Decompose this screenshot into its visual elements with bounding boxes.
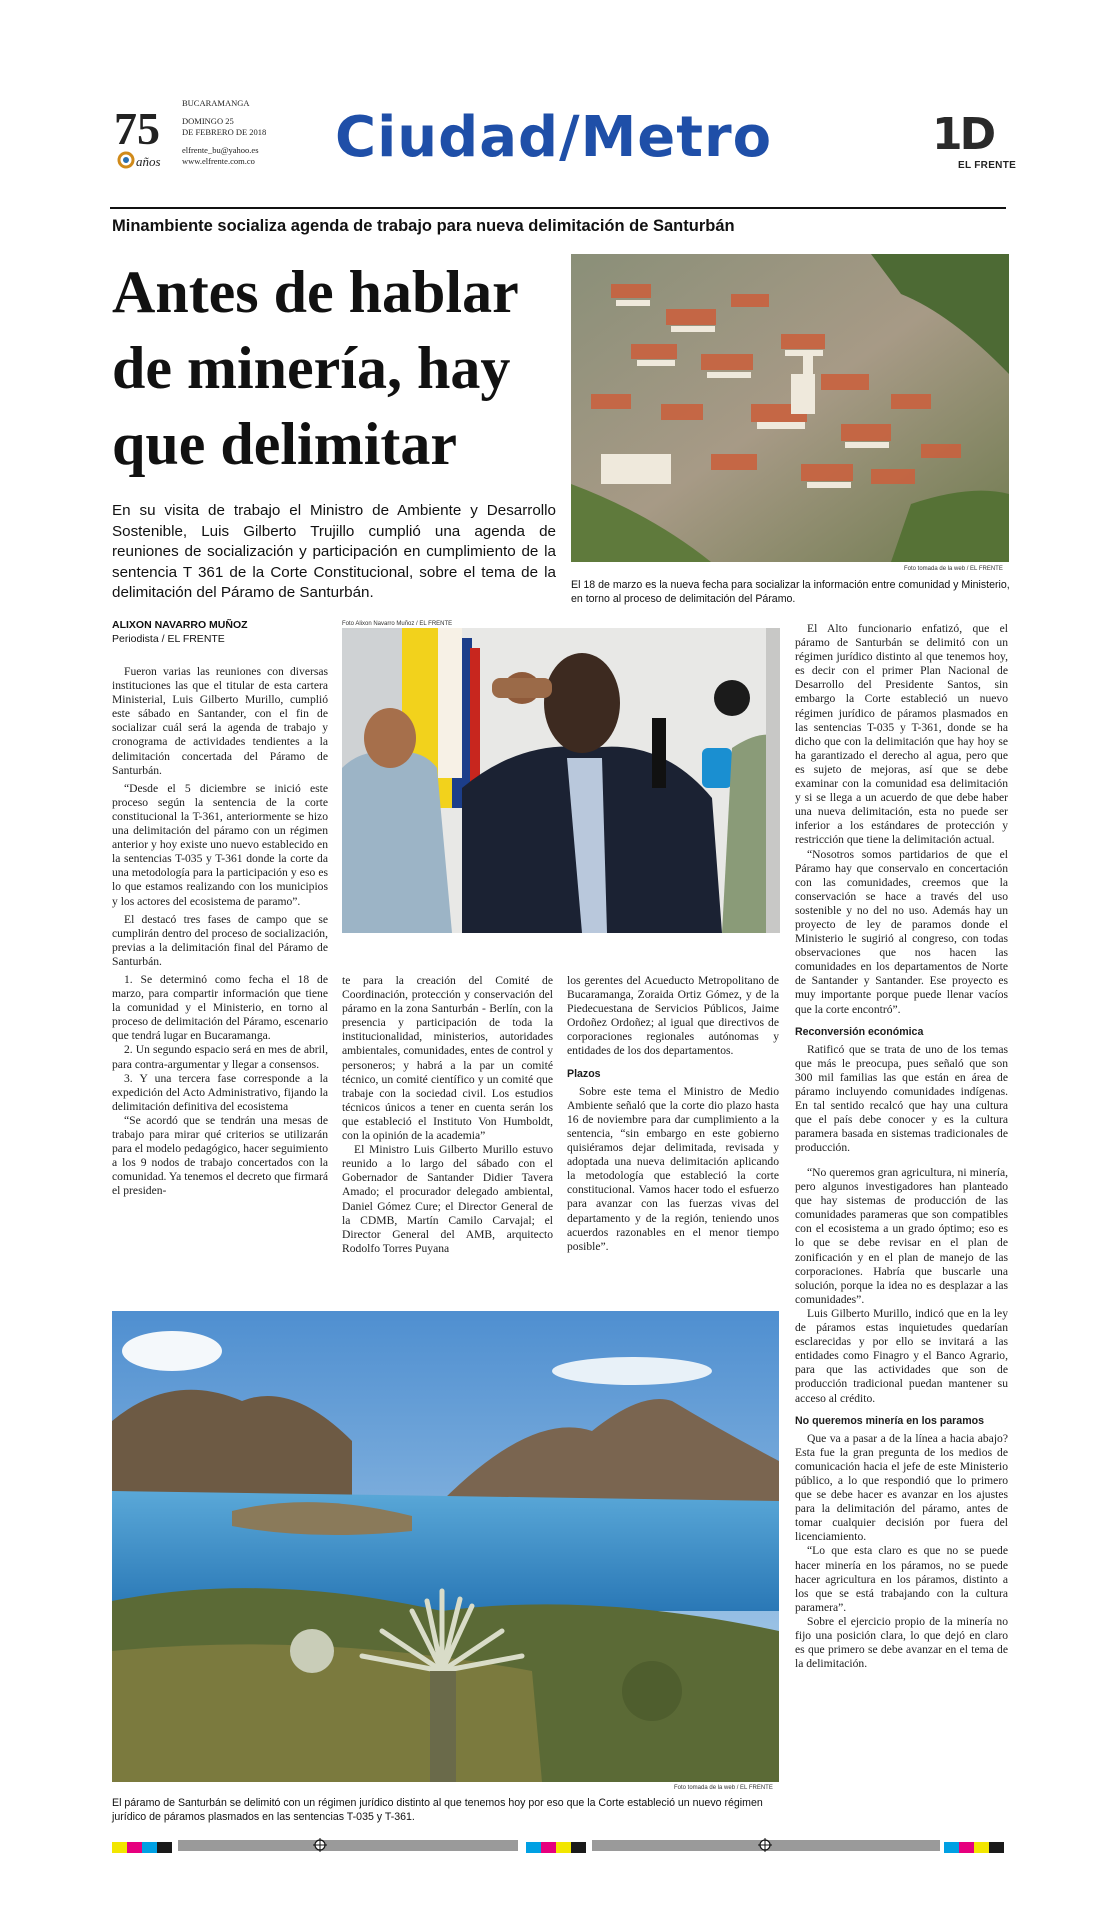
yellow-swatch [112, 1842, 127, 1853]
col2-paragraph: El Ministro Luis Gilberto Murillo estuvo reunido a lo largo del sábado con el Gobernador de Santander Didier Tavera Amado; el procurador delegado ambiental, Daniel Gómez Cure; el Director General de la CDMB, Martín Camilo Carvajal; el Director General del AMB, arquitecto Rodolfo Torres Puyana [342, 1143, 553, 1255]
headline: Antes de hablar de minería, hay que delimitar [112, 259, 518, 477]
masthead-email[interactable]: elfrente_bu@yahoo.es [182, 144, 259, 155]
col2-paragraph: te para la creación del Comité de Coordinación, protección y conservación del páramo en la zona Santurbán - Berlín, con la presencia y participación de toda la institucionalidad, ministerios, autoridades ambientales, comunidades, entes de control y personeros; y habrá a la par un comité técnico, un comité científico y un comité que trabaje con la sociedad civil. Los estudios técnicos únicos a tener en cuenta serán los que estableció el Instituto Von Humboldt, con la opinión de la academia” [342, 974, 553, 1143]
reconversion-paragraph: “No queremos gran agricultura, ni minería, pero algunos investigadores han planteado que hay sistemas de producción de las comunidades parameras que son compatibles con el ecosistema a un grado óptimo; eso es lo que se debe revisar en el plan de zonificación y en el plan de manejo de las corporaciones. Habría que buscarle una solución, porque la idea no es desplazar a las comunidades”. [795, 1166, 1008, 1306]
black-swatch [571, 1842, 586, 1853]
anniversary-75-logo [112, 104, 174, 180]
masthead-website[interactable]: www.elfrente.com.co [182, 156, 255, 166]
masthead-date-line2: DE FEBRERO DE 2018 [182, 127, 267, 137]
registration-swatches-center [526, 1840, 592, 1851]
col3-paragraph: los gerentes del Acueducto Metropolitano de Bucaramanga, Zoraida Ortiz Gómez, y de la Piedecuestana de Servicios Públicos, Jaime Ordoñez Ordoñez; al igual que directivos de corporaciones regionales autónomas y entidades de los dos departamentos. [567, 974, 779, 1058]
registration-swatches-left [112, 1840, 178, 1851]
registration-mark-icon [758, 1838, 772, 1852]
reconversion-paragraph: Luis Gilberto Murillo, indicó que en la ley de páramos estas inquietudes quedarían esclarecidas y por ello se invitará a las entidades como Finagro y el Banco Agrario, para que las actividades que son de producción tradicional puedan mantener su acceso al crédito. [795, 1306, 1008, 1405]
col1-paragraph: 1. Se determinó como fecha el 18 de marzo, para compartir información que tiene la comunidad y el Ministerio, en torno al proceso de delimitación del Páramo, escenario que tendrá lugar en Bucaramanga. [112, 972, 328, 1043]
page-number: 1D [932, 109, 994, 160]
yellow-swatch [974, 1842, 989, 1853]
registration-swatches-right [944, 1840, 1010, 1851]
mineria-subheading: No queremos minería en los paramos [795, 1414, 984, 1427]
minister-photo-credit: Foto Alixon Navarro Muñoz / EL FRENTE [342, 621, 453, 627]
town-photo-credit: Foto tomada de la web / EL FRENTE [904, 566, 1003, 572]
plazos-paragraph: Sobre este tema el Ministro de Medio Ambiente señaló que la corte dio plazo hasta 16 de noviembre para dar cumplimiento a la sentencia, “sin embargo en este gobierno quisiéramos dejar delimitada, revisada y adoptada una nueva delimitación aplicando la metodología que estableció la corte constitucional. Vamos hacer todo el esfuerzo para avanzar con las fuerzas vivas del departamento y de la región, teniendo unos acuerdos razonables en el menor tiempo posible”. [567, 1084, 779, 1253]
paramo-photo-caption: El páramo de Santurbán se delimitó con un régimen jurídico distinto al que tenemos hoy por eso que la Corte estableció un nuevo régimen jurídico de páramos plasmados en las sentencias T-035 y T-361. [112, 1797, 763, 1823]
column-4-lower [795, 1166, 1008, 1671]
masthead-city: BUCARAMANGA [182, 98, 250, 108]
minister-interview-photo [342, 628, 780, 933]
footer-gray-bar [178, 1840, 518, 1851]
column-4 [795, 622, 1008, 1155]
col4-paragraph: El Alto funcionario enfatizó, que el páramo de Santurbán se delimitó con un régimen jurídico distinto al que tenemos hoy, es decir con el primer Plan Nacional de Desarrollo del Presidente Santos, sin embargo la Corte estableció un nuevo régimen jurídico de páramos plasmados en las sentencias T-035 y T-361, donde se ha dicho que con la delimitación que hay hoy se ha garantizado el derecho al agua, pero que es sujeto de mejoras, así que se debe examinar con la comunidad esa delimitación y si se llega a un acuerdo de que debe haber una nueva delimitación, esta no puede ser inferior a los estándares de protección y restricción que tiene la delimitación actual. [795, 622, 1008, 847]
lead-paragraph: En su visita de trabajo el Ministro de Ambiente y Desarrollo Sostenible, Luis Gilberto Trujillo cumplió una agenda de reuniones de socialización y participación en cumplimiento de la sentencia T 361 de la Corte Constitucional, sobre el tema de la delimitación del Páramo de Santurbán. [112, 502, 556, 602]
yellow-swatch [556, 1842, 571, 1853]
paramo-landscape-photo [112, 1311, 779, 1782]
mineria-paragraph: “Lo que esta claro es que no se puede hacer minería en los páramos, no se puede hacer agricultura en los páramos, distinto a los que se está trabajando con la cultura paramera”. [795, 1544, 1008, 1614]
col1-paragraph: El destacó tres fases de campo que se cumplirán dentro del proceso de socialización, previas a la delimitación final del Páramo de Santurbán. [112, 912, 328, 968]
cyan-swatch [526, 1842, 541, 1853]
registration-mark-icon [313, 1838, 327, 1852]
column-1 [112, 665, 328, 1198]
anniversary-number: 75 [114, 104, 160, 154]
magenta-swatch [127, 1842, 142, 1853]
mineria-paragraph: Sobre el ejercicio propio de la minería no fijo una posición clara, lo que dejó en claro es que primero se debe avanzar en el tema de la delimitación. [795, 1614, 1008, 1671]
section-title: Ciudad/Metro [335, 105, 773, 170]
col1-paragraph: Fueron varias las reuniones con diversas instituciones las que el titular de esta cartera Ministerial, Luis Gilberto Murillo, cumplió este sábado en Santander, con el fin de socializar cuál será la agenda de trabajo y cronograma de actividades tendientes a la delimitación concertada del Páramo de Santurbán. [112, 665, 328, 777]
masthead-date-line1: DOMINGO 25 [182, 115, 234, 126]
reconversion-paragraph: Ratificó que se trata de uno de los temas que más le preocupa, pues señaló que son 300 mil familias las que están en área de páramo incluyendo comunidades indígenas. En tal sentido recalcó que hay una cultura que el país debe conocer y es la cultura paramera basada en sistemas tradicionales de producción. [795, 1042, 1008, 1155]
col1-paragraph: 2. Un segundo espacio será en mes de abril, para contra-argumentar y llegar a consensos. [112, 1043, 328, 1071]
masthead-rule [110, 207, 1006, 209]
paper-name: EL FRENTE [958, 160, 1017, 171]
black-swatch [157, 1842, 172, 1853]
kicker: Minambiente socializa agenda de trabajo para nueva delimitación de Santurbán [112, 217, 735, 235]
col1-paragraph: “Se acordó que se tendrán una mesas de trabajo para mirar qué criterios se utilizarán para el modelo pedagógico, hacer seguimiento a los 9 nodos de trabajo concertados con la comunidad. Ya tenemos el decreto que firmará el presiden- [112, 1113, 328, 1198]
magenta-swatch [541, 1842, 556, 1853]
plazos-subheading: Plazos [567, 1067, 601, 1080]
col1-paragraph: 3. Y una tercera fase corresponde a la expedición del Acto Administrativo, fijando la delimitación definitiva del ecosistema [112, 1071, 328, 1113]
paramo-photo-credit: Foto tomada de la web / EL FRENTE [674, 1785, 773, 1791]
town-photo-caption: El 18 de marzo es la nueva fecha para socializar la información entre comunidad y Ministerio, en torno al proceso de delimitación del Páramo. [571, 579, 1010, 605]
masthead-info [182, 98, 266, 168]
column-3 [567, 974, 779, 1254]
byline-role: Periodista / EL FRENTE [112, 633, 225, 645]
reconversion-subheading: Reconversión económica [795, 1025, 924, 1038]
col1-paragraph: “Desde el 5 diciembre se inició este proceso según la sentencia de la corte constitucional la T-361, anteriormente se hizo una delimitación del páramo con un régimen anterior y hoy existe uno nuevo establecido en la sentencias T-035 y T-361 donde la corte da una metodología para la participación y eso es lo que estamos realizando con los municipios y los actores del ecosistema de paramo”. [112, 781, 328, 908]
cyan-swatch [944, 1842, 959, 1853]
column-2 [342, 974, 553, 1256]
col4-paragraph: “Nosotros somos partidarios de que el Páramo hay que conservalo en concertación con las comunidades, creemos que la conservación se hace a través del uso sostenible y no del no uso. Además hay un proyecto de ley de paramos donde el Ministerio le sugirió al congreso, con todas observaciones que nos hacen las comunidades en los departamentos de Norte de Santander y Santander. Ese proyecto es muy importante porque puede llenar vacíos que la corte encontró”. [795, 847, 1008, 1016]
anniversary-word: años [136, 154, 161, 169]
town-aerial-photo [571, 254, 1009, 562]
mineria-paragraph: Que va a pasar a de la línea a hacia abajo? Esta fue la gran pregunta de los medios de comunicación hacia el jefe de este Ministerio público, a lo que respondió que lo primero que se debe hacer es avanzar en los ajustes para la delimitación del páramo, antes de tomar cualquier decisión por fuera del licenciamiento. [795, 1431, 1008, 1544]
black-swatch [989, 1842, 1004, 1853]
cyan-swatch [142, 1842, 157, 1853]
byline-name: ALIXON NAVARRO MUÑOZ [112, 619, 248, 631]
magenta-swatch [959, 1842, 974, 1853]
